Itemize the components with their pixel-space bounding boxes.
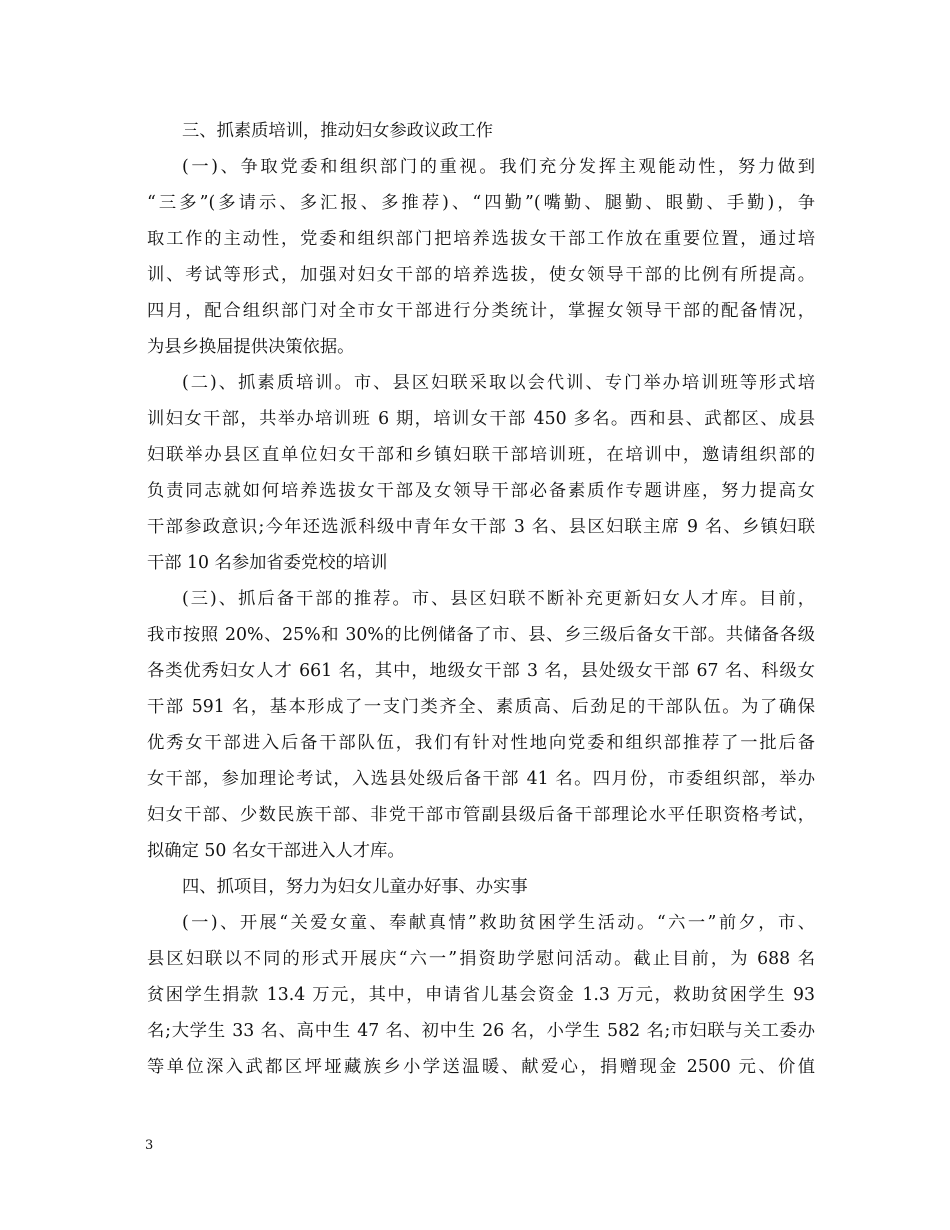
paragraph-line: (一)、争取党委和组织部门的重视。我们充分发挥主观能动性，努力做到	[182, 157, 815, 177]
paragraph-line: 各类优秀妇女人才 661 名，其中，地级女干部 3 名，县处级女干部 67 名、科级女	[147, 661, 815, 681]
paragraph-line: 干部 10 名参加省委党校的培训	[147, 553, 388, 573]
paragraph-line: 优秀女干部进入后备干部队伍，我们有针对性地向党委和组织部推荐了一批后备	[147, 733, 815, 753]
paragraph-line: 我市按照 20%、25%和 30%的比例储备了市、县、乡三级后备女干部。共储备各级	[147, 625, 815, 645]
paragraph-line: “三多”(多请示、多汇报、多推荐)、“四勤”(嘴勤、腿勤、眼勤、手勤)，争	[147, 193, 815, 213]
paragraph-line: 为县乡换届提供决策依据。	[147, 337, 355, 357]
paragraph-line: 贫困学生捐款 13.4 万元，其中，申请省儿基会资金 1.3 万元，救助贫困学生 93	[147, 985, 815, 1005]
paragraph-line: 女干部，参加理论考试，入选县处级后备干部 41 名。四月份，市委组织部，举办	[147, 769, 815, 789]
paragraph-line: 干部参政意识;今年还选派科级中青年女干部 3 名、县区妇联主席 9 名、乡镇妇联	[147, 517, 815, 537]
paragraph-line: 妇联举办县区直单位妇女干部和乡镇妇联干部培训班，在培训中，邀请组织部的	[147, 445, 815, 465]
paragraph-line: 妇女干部、少数民族干部、非党干部市管副县级后备干部理论水平任职资格考试，	[147, 805, 815, 825]
page-number: 3	[145, 1138, 154, 1153]
paragraph-line: 拟确定 50 名女干部进入人才库。	[147, 841, 405, 861]
paragraph-line: 名;大学生 33 名、高中生 47 名、初中生 26 名，小学生 582 名;市妇联与关工委办	[147, 1021, 815, 1041]
paragraph-line: (二)、抓素质培训。市、县区妇联采取以会代训、专门举办培训班等形式培	[182, 373, 815, 393]
paragraph-line: 等单位深入武都区坪垭藏族乡小学送温暖、献爱心，捐赠现金 2500 元、价值	[147, 1057, 815, 1077]
paragraph-line: (一)、开展“关爱女童、奉献真情”救助贫困学生活动。“六一”前夕，市、	[182, 913, 815, 933]
paragraph-line: 训、考试等形式，加强对妇女干部的培养选拔，使女领导干部的比例有所提高。	[147, 265, 815, 285]
section-heading-four: 四、抓项目，努力为妇女儿童办好事、办实事	[182, 877, 528, 897]
paragraph-line: 取工作的主动性，党委和组织部门把培养选拔女干部工作放在重要位置，通过培	[147, 229, 815, 249]
paragraph-line: 县区妇联以不同的形式开展庆“六一”捐资助学慰问活动。截止目前，为 688 名	[147, 949, 815, 969]
section-heading-three: 三、抓素质培训，推动妇女参政议政工作	[182, 121, 494, 141]
paragraph-line: 训妇女干部，共举办培训班 6 期，培训女干部 450 多名。西和县、武都区、成县	[147, 409, 815, 429]
paragraph-line: 干部 591 名，基本形成了一支门类齐全、素质高、后劲足的干部队伍。为了确保	[147, 697, 815, 717]
paragraph-line: (三)、抓后备干部的推荐。市、县区妇联不断补充更新妇女人才库。目前，	[182, 589, 815, 609]
paragraph-line: 负责同志就如何培养选拔女干部及女领导干部必备素质作专题讲座，努力提高女	[147, 481, 815, 501]
paragraph-line: 四月，配合组织部门对全市女干部进行分类统计，掌握女领导干部的配备情况，	[147, 301, 815, 321]
document-body	[147, 113, 815, 1085]
